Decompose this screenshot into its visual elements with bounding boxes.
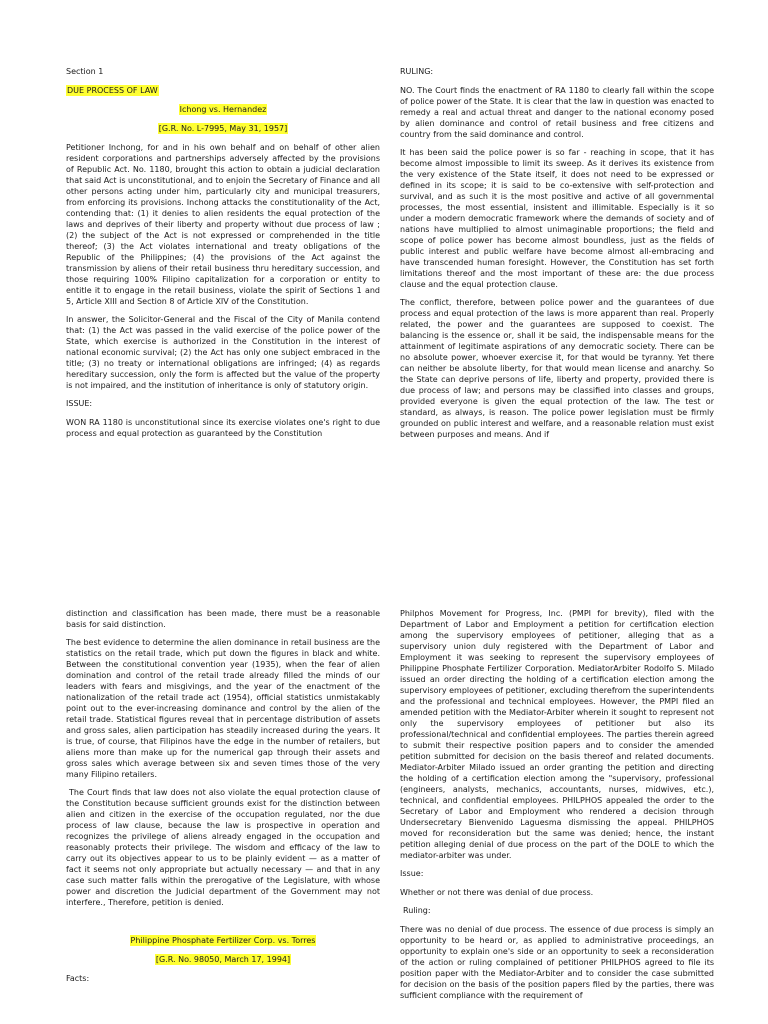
citation-2-highlight: [G.R. No. 98050, March 17, 1994] <box>155 955 291 964</box>
statistics-paragraph: The best evidence to determine the alien dominance in retail business are the statistics on the retail trade, which put down the figures in black and white. Between the constitutional convention year (1935), when the fear of alien domination and control of the retail trade already filled the minds of our leaders with fears and misgivings, and the year of the enactment of the nationalization of the retail trade act (1954), official statistics unmistakably point out to the ever-increasing dominance and control by the alien of the retail trade. Statistical figures reveal that in percentage distribution of assets and gross sales, alien participation has steadily increased during the years. It is true, of course, that Filipinos have the edge in the number of retailers, but aliens more than make up for the numerical gap through their assets and gross sales which average between six and seven times those of the very many Filipino retailers. <box>66 638 380 779</box>
equal-protection-paragraph: The Court finds that law does not also violate the equal protection clause of the Constitution because sufficient grounds exist for the distinction between alien and citizen in the exercise of the occupation regulated, nor the due process of law clause, because the law is prospective in operation and recognizes the privilege of aliens already engaged in the occupation and reasonably protects their privilege. The wisdom and efficacy of the law to carry out its objectives appear to us to be plainly evident — as a matter of fact it seems not only appropriate but actually necessary — and that in any case such matter falls within the prerogative of the Legislature, with whose power and discretion the Judicial department of the Government may not interfere., Therefore, petition is denied. <box>66 788 380 907</box>
issue-text: WON RA 1180 is unconstitutional since its exercise violates one's right to due process and equal protection as guaranteed by the Constitution <box>66 418 380 438</box>
page1-right-column <box>400 66 714 447</box>
spacer <box>66 915 380 935</box>
case-title-highlight: Ichong vs. Hernandez <box>179 105 267 114</box>
case-title-2-highlight: Philippine Phosphate Fertilizer Corp. vs. Torres <box>130 936 316 945</box>
facts-label: Facts: <box>66 974 90 983</box>
facts-paragraph-1: Petitioner Inchong, for and in his own behalf and on behalf of other alien resident corporations and partnerships adversely affected by the provisions of Republic Act. No. 1180, brought this action to obtain a judicial declaration that said Act is unconstitutional, and to enjoin the Secretary of Finance and all other persons acting under him, particularly city and municipal treasurers, from enforcing its provisions. Inchong attacks the constitutionality of the Act, contending that: (1) it denies to alien residents the equal protection of the laws and deprives of their liberty and property without due process of law ; (2) the subject of the Act is not expressed or comprehended in the title thereof; (3) the Act violates international and treaty obligations of the Republic of the Philippines; (4) the provisions of the Act against the transmission by aliens of their retail business thru hereditary succession, and those requiring 100% Filipino capitalization for a corporation or entity to entitle it to engage in the retail business, violate the spirit of Sections 1 and 5, Article XIII and Section 8 of Article XIV of the Constitution. <box>66 143 380 306</box>
page1-left-column <box>66 66 380 446</box>
ruling-label: RULING: <box>400 67 434 76</box>
issue-label: ISSUE: <box>66 399 93 408</box>
case-title-2 <box>66 935 380 946</box>
ruling-paragraph-2: It has been said the police power is so far - reaching in scope, that it has become almost impossible to limit its sweep. As it derives its existence from the very existence of the State itself, it does not need to be expressed or defined in its scope; it is said to be co-extensive with self-protection and survival, and as such it is the most positive and active of all governmental processes, the most essential, insistent and illimitable. Especially is it so under a modern democratic framework where the demands of society and of nations have multiplied to almost unimaginable proportions; the field and scope of police power has become almost boundless, just as the fields of public interest and public welfare have become almost all-embracing and have transcended human foresight. However, the Constitution has set forth limitations thereof and the most important of these are: the due process clause and the equal protection clause. <box>400 148 714 289</box>
citation-highlight: [G.R. No. L-7995, May 31, 1957] <box>158 124 288 133</box>
topic-heading <box>66 85 380 96</box>
page2-left-column <box>66 608 380 992</box>
facts-paragraph-2: In answer, the Solicitor-General and the Fiscal of the City of Manila contend that: (1) the Act was passed in the valid exercise of the police power of the State, which exercise is authorized in the Constitution in the interest of national economic survival; (2) the Act has only one subject embraced in the title; (3) no treaty or international obligations are infringed; (4) as regards hereditary succession, only the form is affected but the value of the property is not impaired, and the institution of inheritance is only of statutory origin. <box>66 315 380 390</box>
section-number: Section 1 <box>66 67 104 76</box>
case-title <box>66 104 380 115</box>
case-citation <box>66 123 380 134</box>
topic-highlight: DUE PROCESS OF LAW <box>67 86 158 95</box>
issue-label-2: Issue: <box>400 869 424 878</box>
issue-text-2: Whether or not there was denial of due process. <box>400 888 594 897</box>
ruling-paragraph-3: The conflict, therefore, between police power and the guarantees of due process and equal protection of the laws is more apparent than real. Properly related, the power and the guarantees are supposed to coexist. The balancing is the essence or, shall it be said, the indispensable means for the attainment of legitimate aspirations of any democratic society. There can be no absolute power, whoever exercise it, for that would be tyranny. Yet there can neither be absolute liberty, for that would mean license and anarchy. So the State can deprive persons of life, liberty and property, provided there is due process of law; and persons may be classified into classes and groups, provided everyone is given the equal protection of the law. The test or standard, as always, is reason. The police power legislation must be firmly grounded on public interest and welfare, and a reasonable relation must exist between purposes and means. And if <box>400 298 714 439</box>
ruling-paragraph-1: NO. The Court finds the enactment of RA 1180 to clearly fall within the scope of police power of the State. It is clear that the law in question was enacted to remedy a real and actual threat and danger to the national economy posed by alien dominance and control of retail business and free citizens and country from the said dominance and control. <box>400 86 715 139</box>
continued-paragraph: distinction and classification has been made, there must be a reasonable basis for said distinction. <box>66 609 380 629</box>
ruling-label-2: Ruling: <box>403 906 431 915</box>
philphos-facts-paragraph: Philphos Movement for Progress, Inc. (PMPI for brevity), filed with the Department of Labor and Employment a petition for certification election among the supervisory employees of petitioner, alleging that as a supervisory union duly registered with the Department of Labor and Employment it was seeking to represent the supervisory employees of Philippine Phosphate Fertilizer Corporation. MediatorArbiter Rodolfo S. Milado issued an order directing the holding of a certification election among the supervisory employees of petitioner, excluding therefrom the superintendents and the professional and technical employees. However, the PMPI filed an amended petition with the Mediator-Arbiter wherein it sought to represent not only the supervisory employees of petitioner but also its professional/technical and confidential employees. The parties therein agreed to submit their respective position papers and to consider the amended petition submitted for decision on the basis thereof and related documents. Mediator-Arbiter Milado issued an order granting the petition and directing the holding of a certification election among the "supervisory, professional (engineers, analysts, mechanics, accountants, nurses, midwives, etc.), technical, and confidential employees. PHILPHOS appealed the order to the Secretary of Labor and Employment who rendered a decision through Undersecretary Bienvenido Laguesma dismissing the appeal. PHILPHOS moved for reconsideration but the same was denied; hence, the instant petition alleging denial of due process on the part of the DOLE to which the mediator-arbiter was under. <box>400 609 714 860</box>
ruling-text-2: There was no denial of due process. The essence of due process is simply an opportunity to be heard or, as applied to administrative proceedings, an opportunity to explain one's side or an opportunity to seek a reconsideration of the action or ruling complained of petitioner PHILPHOS agreed to file its position paper with the Mediator-Arbiter and to consider the case submitted for decision on the basis of the position papers filed by the parties, there was sufficient compliance with the requirement of <box>400 925 714 1000</box>
page2-right-column <box>400 608 714 1008</box>
case-citation-2 <box>66 954 380 965</box>
